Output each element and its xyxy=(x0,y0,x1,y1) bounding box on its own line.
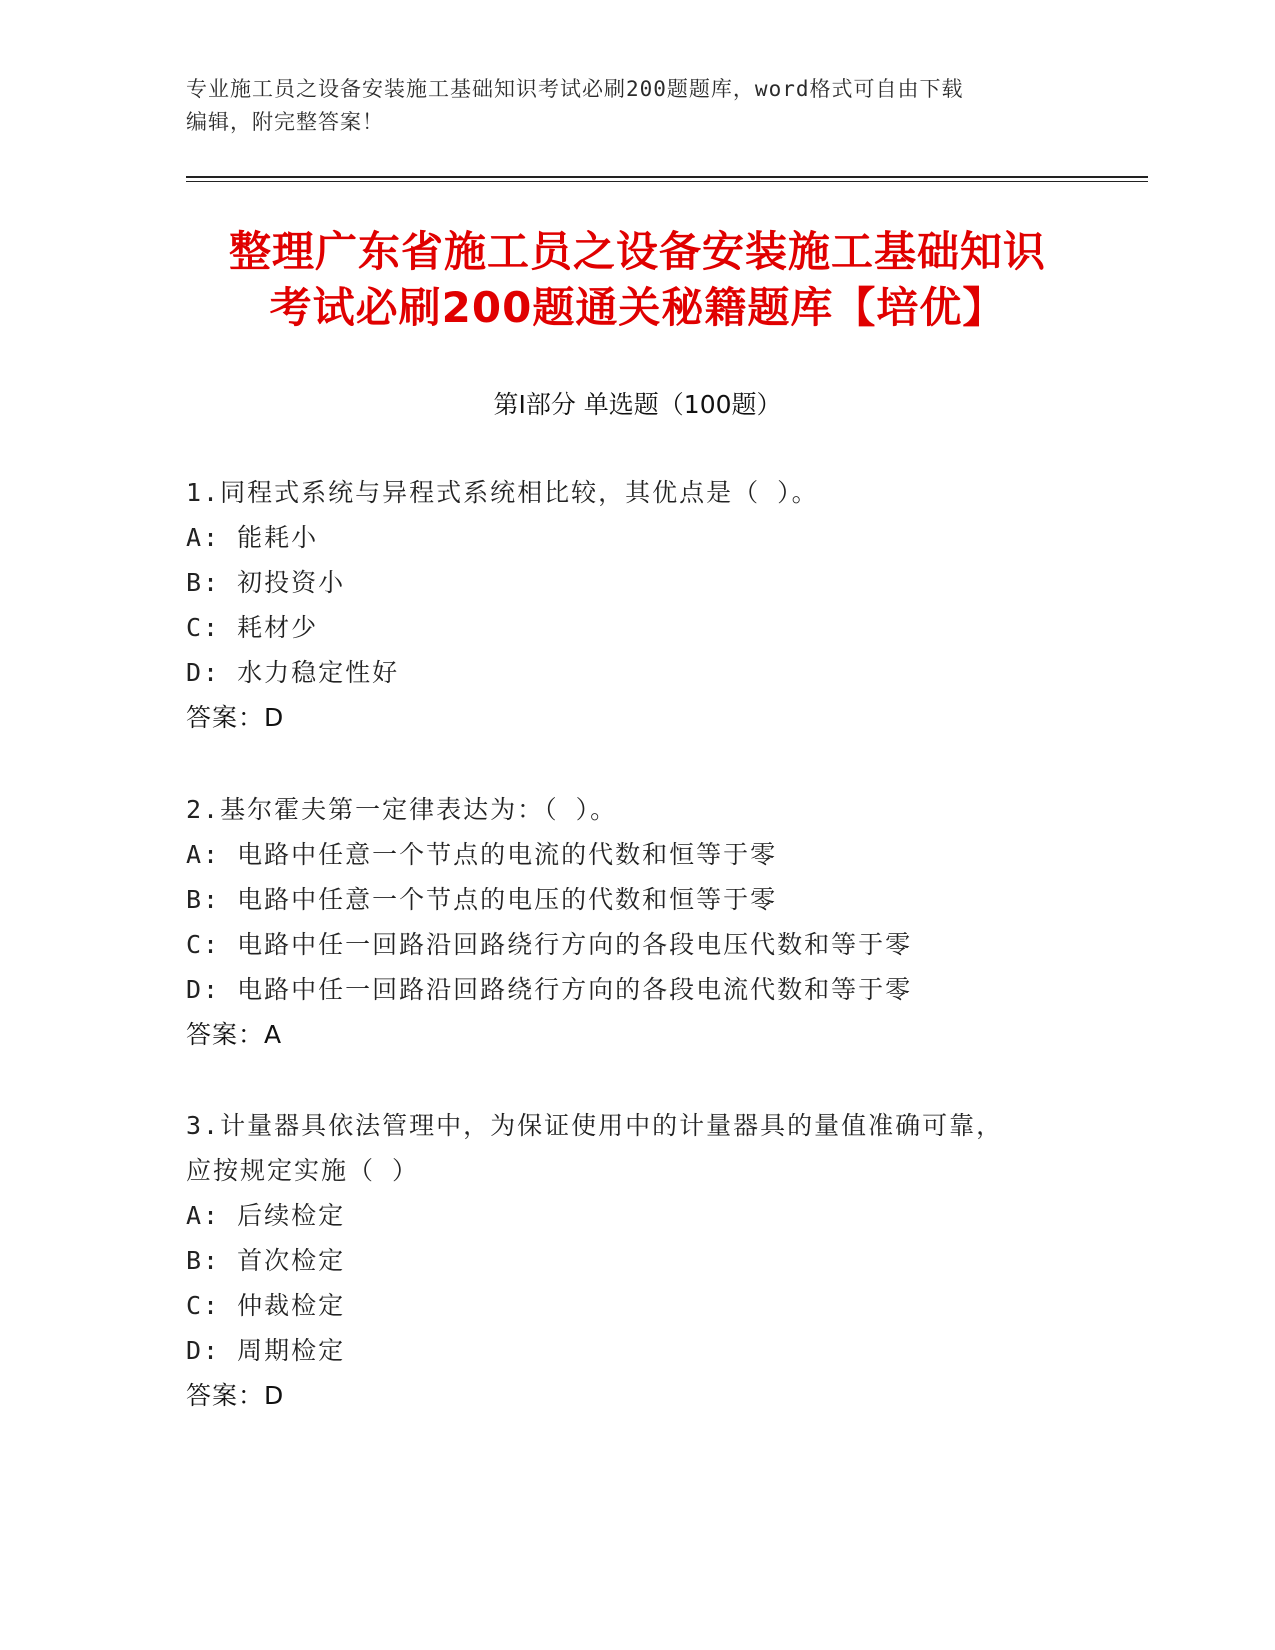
question-stem: 1.同程式系统与异程式系统相比较，其优点是（ ）。 xyxy=(186,478,819,507)
header-rule-thin xyxy=(186,181,1148,182)
option-d: D: 周期检定 xyxy=(186,1336,346,1365)
option-a: A: 电路中任意一个节点的电流的代数和恒等于零 xyxy=(186,840,778,869)
option-c: C: 电路中任一回路沿回路绕行方向的各段电压代数和等于零 xyxy=(186,930,913,959)
option-b: B: 电路中任意一个节点的电压的代数和恒等于零 xyxy=(186,885,778,914)
header-note-line-2: 编辑，附完整答案！ xyxy=(186,110,384,134)
header-rule-thick xyxy=(186,176,1148,178)
option-a: A: 后续检定 xyxy=(186,1201,346,1230)
question-stem: 2.基尔霍夫第一定律表达为：（ ）。 xyxy=(186,795,618,824)
answer-key: 答案：A xyxy=(186,1020,283,1049)
option-b: B: 初投资小 xyxy=(186,568,346,597)
question-stem-line-2: 应按规定实施（ ） xyxy=(186,1156,420,1185)
option-c: C: 仲裁检定 xyxy=(186,1291,346,1320)
option-c: C: 耗材少 xyxy=(186,613,319,642)
answer-key: 答案：D xyxy=(186,1381,285,1410)
option-b: B: 首次检定 xyxy=(186,1246,346,1275)
document-title xyxy=(150,224,1125,336)
document-title-line-1: 整理广东省施工员之设备安装施工基础知识 xyxy=(228,227,1046,276)
header-note xyxy=(186,73,1066,139)
document-title-line-2: 考试必刷200题通关秘籍题库【培优】 xyxy=(269,283,1006,332)
header-note-line-1: 专业施工员之设备安装施工基础知识考试必刷200题题库，word格式可自由下载 xyxy=(186,77,964,101)
answer-key: 答案：D xyxy=(186,703,285,732)
question-1 xyxy=(186,470,1086,740)
question-2 xyxy=(186,787,1086,1057)
option-d: D: 水力稳定性好 xyxy=(186,658,400,687)
option-d: D: 电路中任一回路沿回路绕行方向的各段电流代数和等于零 xyxy=(186,975,913,1004)
question-stem-line-1: 3.计量器具依法管理中，为保证使用中的计量器具的量值准确可靠， xyxy=(186,1111,1004,1140)
option-a: A: 能耗小 xyxy=(186,523,319,552)
section-heading: 第I部分 单选题（100题） xyxy=(493,390,782,419)
question-3 xyxy=(186,1103,1086,1418)
